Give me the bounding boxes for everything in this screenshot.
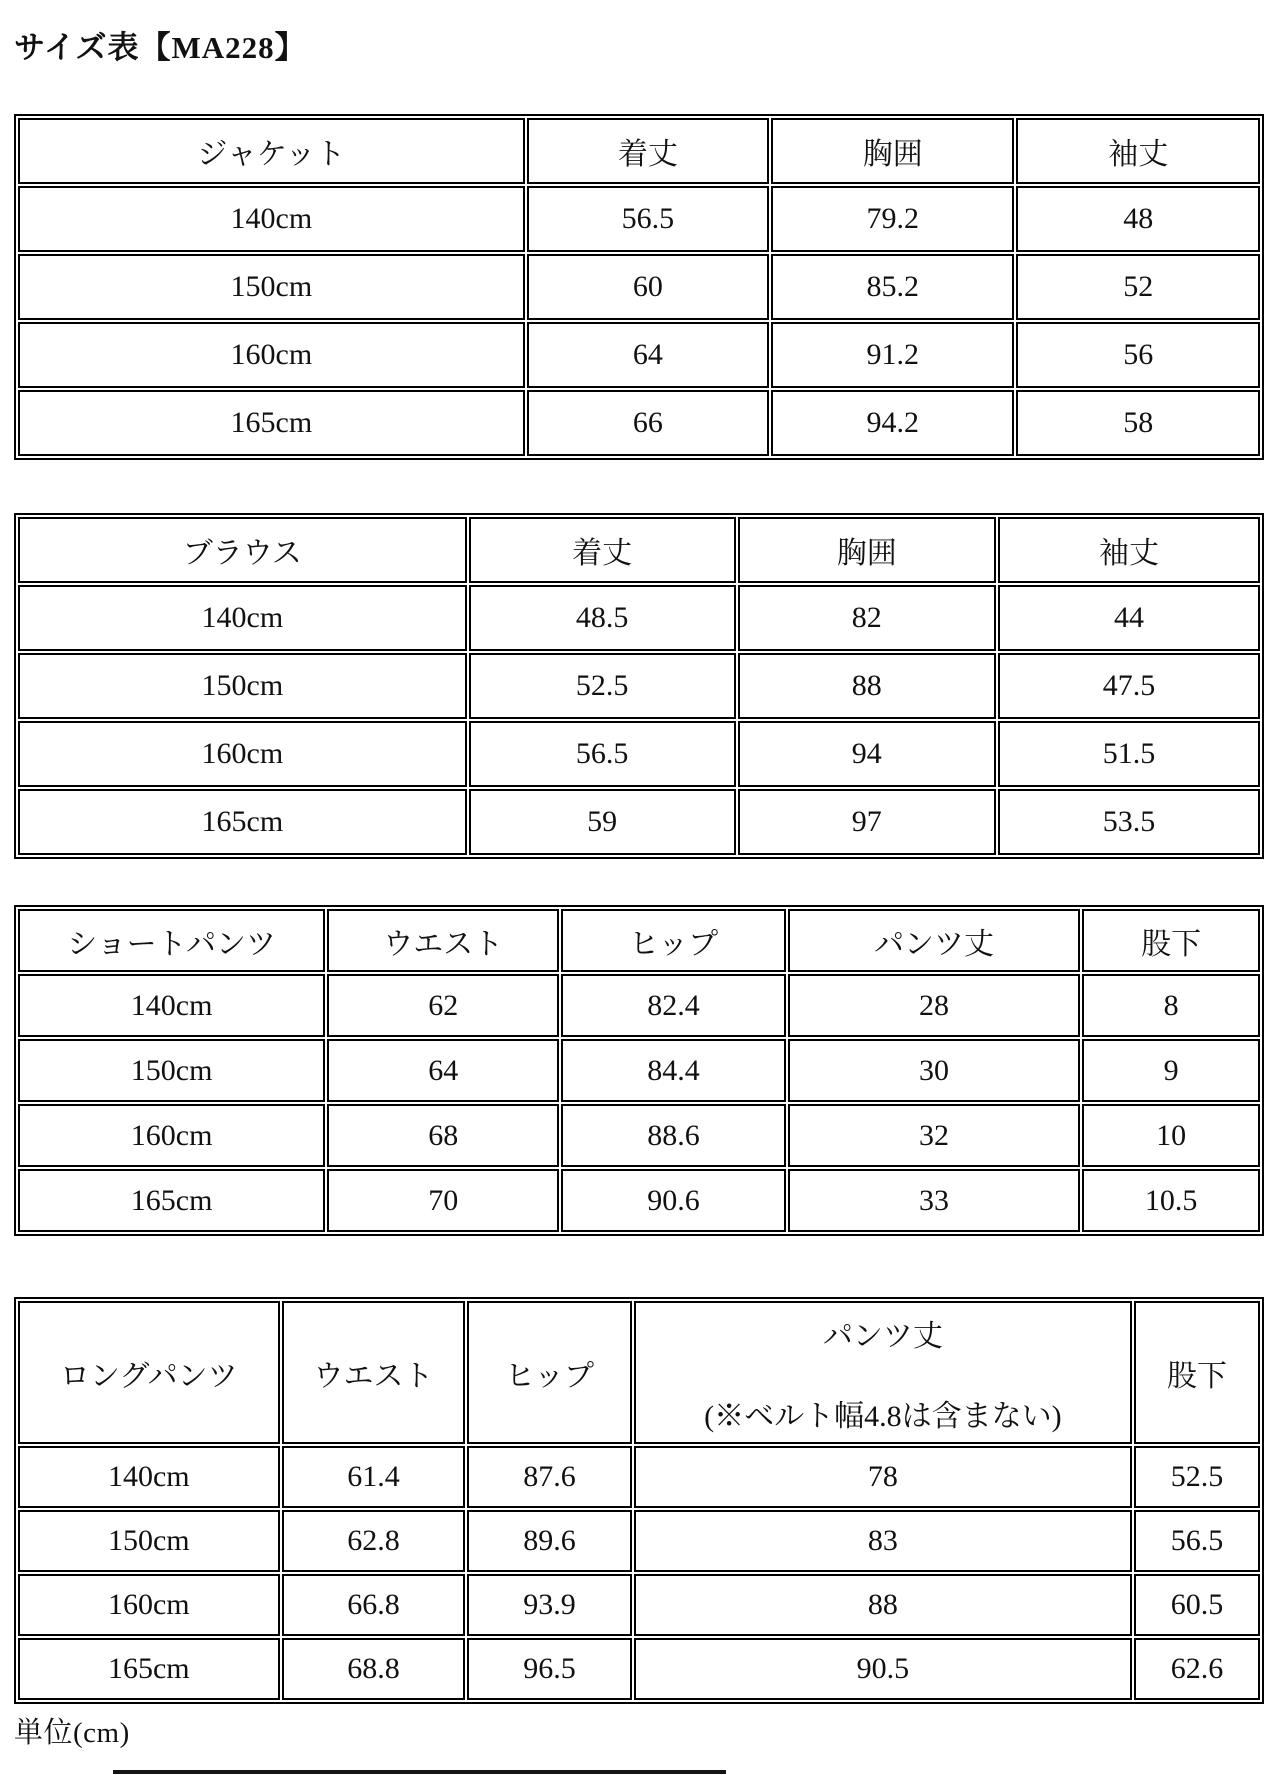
value-cell: 52.5	[469, 653, 736, 719]
header-row	[18, 1301, 1260, 1444]
value-cell: 59	[469, 789, 736, 855]
table-row	[18, 974, 1260, 1037]
value-cell: 82.4	[561, 974, 786, 1037]
value-cell: 78	[634, 1446, 1133, 1508]
value-cell: 94.2	[771, 390, 1014, 456]
value-cell: 64	[327, 1039, 559, 1102]
column-header-hip: ヒップ	[561, 909, 786, 972]
item-header-short-pants: ショートパンツ	[18, 909, 325, 972]
value-cell: 32	[788, 1104, 1080, 1167]
size-label: 140cm	[18, 186, 525, 252]
item-header-blouse: ブラウス	[18, 517, 467, 583]
column-header-inseam: 股下	[1082, 909, 1260, 972]
value-cell: 66	[527, 390, 769, 456]
column-header-inseam: 股下	[1134, 1301, 1260, 1444]
value-cell: 10.5	[1082, 1169, 1260, 1232]
value-cell: 48.5	[469, 585, 736, 651]
table-row	[18, 1510, 1260, 1572]
table-row	[18, 390, 1260, 456]
table-row	[18, 721, 1260, 787]
size-label: 150cm	[18, 254, 525, 320]
value-cell: 90.5	[634, 1638, 1133, 1700]
column-header-length: 着丈	[469, 517, 736, 583]
size-label: 150cm	[18, 1510, 280, 1572]
value-cell: 88	[634, 1574, 1133, 1636]
value-cell: 33	[788, 1169, 1080, 1232]
value-cell: 83	[634, 1510, 1133, 1572]
value-cell: 62	[327, 974, 559, 1037]
value-cell: 97	[738, 789, 996, 855]
table-row	[18, 1446, 1260, 1508]
size-label: 140cm	[18, 1446, 280, 1508]
value-cell: 62.8	[282, 1510, 466, 1572]
column-header-hip: ヒップ	[467, 1301, 631, 1444]
value-cell: 52.5	[1134, 1446, 1260, 1508]
value-cell: 58	[1016, 390, 1260, 456]
value-cell: 60	[527, 254, 769, 320]
value-cell: 9	[1082, 1039, 1260, 1102]
table-row	[18, 1039, 1260, 1102]
value-cell: 90.6	[561, 1169, 786, 1232]
column-header-chest: 胸囲	[771, 118, 1014, 184]
size-label: 160cm	[18, 1104, 325, 1167]
value-cell: 66.8	[282, 1574, 466, 1636]
value-cell: 8	[1082, 974, 1260, 1037]
value-cell: 51.5	[998, 721, 1260, 787]
unit-note: 単位(cm)	[14, 1717, 130, 1749]
size-label: 165cm	[18, 1638, 280, 1700]
table-row	[18, 254, 1260, 320]
value-cell: 82	[738, 585, 996, 651]
size-label: 150cm	[18, 1039, 325, 1102]
table-row	[18, 653, 1260, 719]
value-cell: 61.4	[282, 1446, 466, 1508]
value-cell: 62.6	[1134, 1638, 1260, 1700]
value-cell: 84.4	[561, 1039, 786, 1102]
bottom-edge-line	[113, 1770, 726, 1774]
value-cell: 47.5	[998, 653, 1260, 719]
value-cell: 88.6	[561, 1104, 786, 1167]
size-label: 165cm	[18, 789, 467, 855]
column-header-chest: 胸囲	[738, 517, 996, 583]
table-row	[18, 322, 1260, 388]
column-header-sleeve: 袖丈	[1016, 118, 1260, 184]
belt-width-note: (※ベルト幅4.8は含まない)	[704, 1399, 1062, 1433]
item-header-jacket: ジャケット	[18, 118, 525, 184]
short-pants-size-table	[14, 905, 1264, 1236]
blouse-size-table	[14, 513, 1264, 859]
size-label: 150cm	[18, 653, 467, 719]
value-cell: 85.2	[771, 254, 1014, 320]
size-label: 165cm	[18, 1169, 325, 1232]
value-cell: 93.9	[467, 1574, 631, 1636]
table-row	[18, 186, 1260, 252]
size-label: 140cm	[18, 974, 325, 1037]
column-header-pants-length	[634, 1301, 1133, 1444]
column-header-length: 着丈	[527, 118, 769, 184]
size-label: 165cm	[18, 390, 525, 456]
header-row	[18, 118, 1260, 184]
table-row	[18, 1638, 1260, 1700]
size-label: 160cm	[18, 322, 525, 388]
value-cell: 60.5	[1134, 1574, 1260, 1636]
value-cell: 70	[327, 1169, 559, 1232]
value-cell: 56.5	[469, 721, 736, 787]
value-cell: 68.8	[282, 1638, 466, 1700]
column-header-pants-length: パンツ丈	[788, 909, 1080, 972]
header-row	[18, 517, 1260, 583]
column-header-waist: ウエスト	[327, 909, 559, 972]
table-row	[18, 1104, 1260, 1167]
table-row	[18, 789, 1260, 855]
value-cell: 52	[1016, 254, 1260, 320]
value-cell: 89.6	[467, 1510, 631, 1572]
value-cell: 44	[998, 585, 1260, 651]
value-cell: 94	[738, 721, 996, 787]
size-label: 140cm	[18, 585, 467, 651]
value-cell: 48	[1016, 186, 1260, 252]
value-cell: 64	[527, 322, 769, 388]
table-row	[18, 1574, 1260, 1636]
table-row	[18, 585, 1260, 651]
value-cell: 96.5	[467, 1638, 631, 1700]
column-header-sleeve: 袖丈	[998, 517, 1260, 583]
value-cell: 91.2	[771, 322, 1014, 388]
jacket-size-table	[14, 114, 1264, 460]
item-header-long-pants: ロングパンツ	[18, 1301, 280, 1444]
value-cell: 56.5	[1134, 1510, 1260, 1572]
value-cell: 56	[1016, 322, 1260, 388]
long-pants-size-table	[14, 1297, 1264, 1704]
column-header-waist: ウエスト	[282, 1301, 466, 1444]
value-cell: 10	[1082, 1104, 1260, 1167]
value-cell: 87.6	[467, 1446, 631, 1508]
header-row	[18, 909, 1260, 972]
value-cell: 79.2	[771, 186, 1014, 252]
page-title: サイズ表【MA228】	[14, 30, 307, 65]
pants-length-label: パンツ丈	[822, 1319, 943, 1353]
size-label: 160cm	[18, 1574, 280, 1636]
value-cell: 53.5	[998, 789, 1260, 855]
value-cell: 28	[788, 974, 1080, 1037]
value-cell: 56.5	[527, 186, 769, 252]
size-label: 160cm	[18, 721, 467, 787]
table-row	[18, 1169, 1260, 1232]
value-cell: 68	[327, 1104, 559, 1167]
value-cell: 88	[738, 653, 996, 719]
value-cell: 30	[788, 1039, 1080, 1102]
